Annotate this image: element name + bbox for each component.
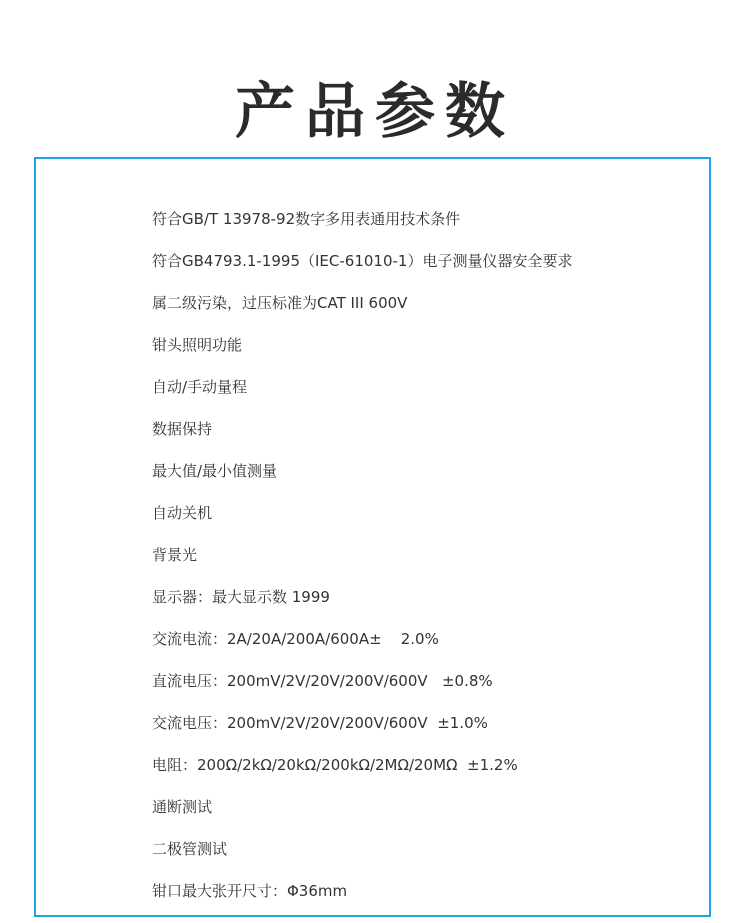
- spec-item: 交流电压：200mV/2V/20V/200V/600V ±1.0%: [152, 714, 488, 732]
- spec-item: 二极管测试: [152, 840, 228, 858]
- spec-item: 自动/手动量程: [152, 378, 248, 396]
- spec-item: 最大值/最小值测量: [152, 462, 278, 480]
- spec-item: 钳头照明功能: [152, 336, 243, 354]
- spec-item: 数据保持: [152, 420, 213, 438]
- spec-item: 直流电压：200mV/2V/20V/200V/600V ±0.8%: [152, 672, 493, 690]
- page-title: 产品参数: [235, 77, 515, 148]
- spec-item: 自动关机: [152, 504, 213, 522]
- spec-item: 交流电流：2A/20A/200A/600A± 2.0%: [152, 630, 439, 648]
- spec-item: 通断测试: [152, 798, 213, 816]
- spec-item: 属二级污染，过压标准为CAT III 600V: [152, 294, 408, 312]
- spec-item: 显示器：最大显示数 1999: [152, 588, 330, 606]
- spec-item: 电阻：200Ω/2kΩ/20kΩ/200kΩ/2MΩ/20MΩ ±1.2%: [152, 756, 518, 774]
- spec-item: 符合GB/T 13978-92数字多用表通用技术条件: [152, 210, 461, 228]
- spec-list: [152, 209, 572, 923]
- spec-item: 背景光: [152, 546, 198, 564]
- spec-item: 符合GB4793.1-1995（IEC-61010-1）电子测量仪器安全要求: [152, 252, 573, 270]
- spec-panel: [34, 157, 711, 917]
- spec-item: 钳口最大张开尺寸：Φ36mm: [152, 882, 348, 900]
